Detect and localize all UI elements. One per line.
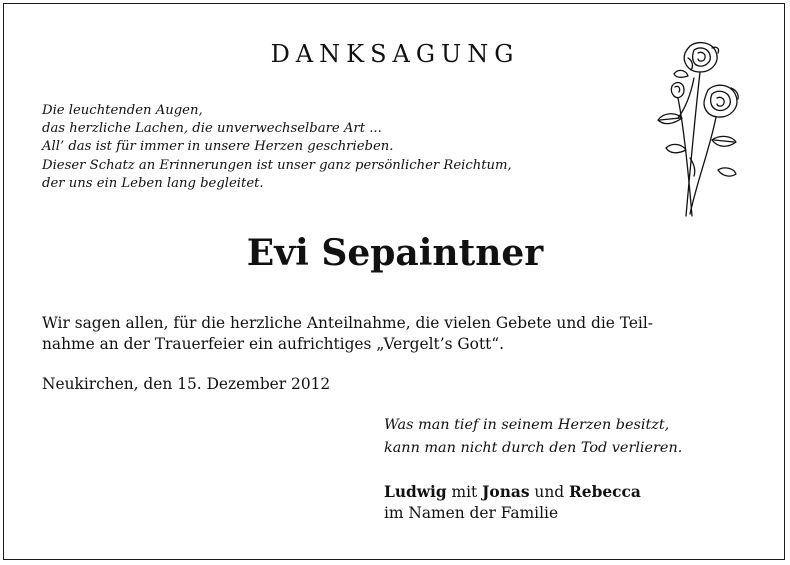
rose-icon bbox=[650, 38, 745, 223]
poem-line: Die leuchtenden Augen, bbox=[42, 103, 203, 118]
poem-line: Dieser Schatz an Erinnerungen ist unser ganz persönlicher Reichtum, bbox=[42, 157, 512, 173]
signature-block bbox=[384, 482, 641, 524]
poem-line: All’ das ist für immer in unsere Herzen geschrieben. bbox=[42, 139, 394, 155]
quote-line: Was man tief in seinem Herzen besitzt, bbox=[384, 417, 670, 433]
signature-family: im Namen der Familie bbox=[384, 504, 559, 522]
quote-line: kann man nicht durch den Tod verlieren. bbox=[384, 440, 683, 456]
thanks-line: nahme an der Trauerfeier ein aufrichtiges „Vergelt’s Gott“. bbox=[42, 335, 505, 353]
deceased-name: Evi Sepaintner bbox=[246, 232, 544, 274]
signature-names bbox=[384, 482, 641, 503]
closing-quote bbox=[384, 414, 682, 460]
memorial-poem bbox=[42, 102, 512, 193]
thanks-paragraph bbox=[42, 313, 653, 355]
signature-name: Jonas bbox=[482, 483, 530, 501]
poem-line: das herzliche Lachen, die unverwechselbare Art ... bbox=[42, 121, 382, 137]
notice-heading: DANKSAGUNG bbox=[270, 40, 520, 68]
signature-name: Ludwig bbox=[384, 483, 447, 501]
signature-connector: mit bbox=[446, 483, 483, 501]
thanks-line: Wir sagen allen, für die herzliche Anteilnahme, die vielen Gebete und die Teil- bbox=[42, 314, 653, 332]
place-date: Neukirchen, den 15. Dezember 2012 bbox=[42, 375, 331, 393]
signature-name: Rebecca bbox=[568, 483, 641, 501]
signature-connector: und bbox=[529, 483, 569, 501]
poem-line: der uns ein Leben lang begleitet. bbox=[42, 175, 264, 191]
